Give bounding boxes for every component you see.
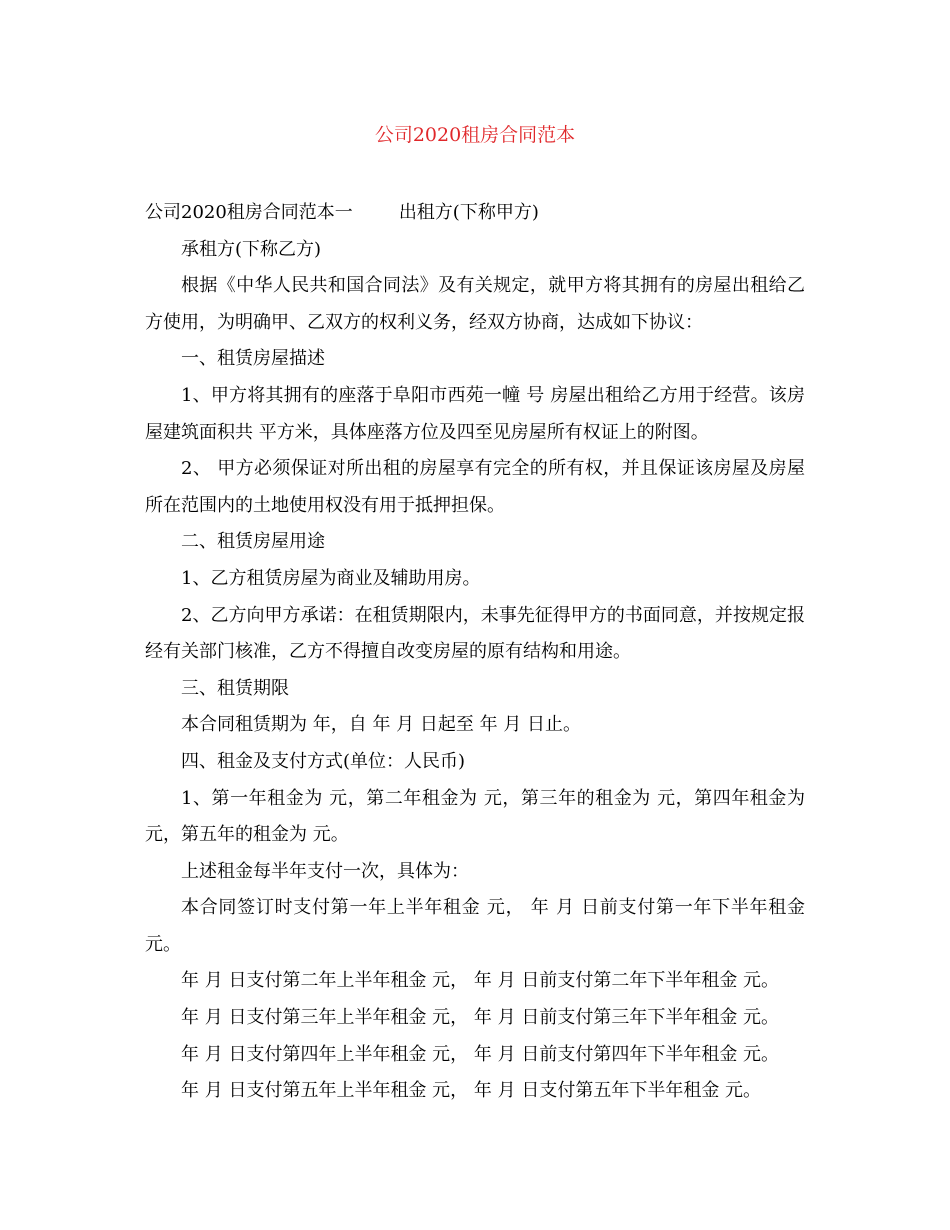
section-heading: 三、租赁期限 bbox=[181, 677, 289, 699]
section-heading: 一、租赁房屋描述 bbox=[181, 348, 325, 370]
paragraph: 本合同租赁期为 年，自 年 月 日起至 年 月 日止。 bbox=[181, 714, 582, 736]
section-heading: 四、租金及支付方式(单位：人民币) bbox=[181, 750, 466, 772]
payment-line: 年 月 日支付第五年上半年租金 元， 年 月 日支付第五年下半年租金 元。 bbox=[181, 1080, 762, 1102]
section-heading: 二、租赁房屋用途 bbox=[181, 531, 325, 553]
document-body bbox=[145, 195, 805, 1110]
payment-line: 年 月 日支付第三年上半年租金 元， 年 月 日前支付第三年下半年租金 元。 bbox=[181, 1007, 780, 1029]
payment-line: 年 月 日支付第四年上半年租金 元， 年 月 日前支付第四年下半年租金 元。 bbox=[181, 1043, 780, 1065]
document-title: 公司2020租房合同范本 bbox=[374, 124, 576, 146]
paragraph: 2、乙方向甲方承诺：在租赁期限内，未事先征得甲方的书面同意，并按规定报经有关部门核准，乙方不得擅自改变房屋的原有结构和用途。 bbox=[145, 604, 805, 663]
paragraph: 1、第一年租金为 元，第二年租金为 元，第三年的租金为 元，第四年租金为元，第五年的租金为 元。 bbox=[145, 787, 805, 846]
lessor-label: 出租方(下称甲方) bbox=[398, 202, 539, 223]
paragraph: 1、乙方租赁房屋为商业及辅助用房。 bbox=[181, 567, 481, 589]
paragraph: 承租方(下称乙方) bbox=[181, 238, 322, 260]
paragraph: 上述租金每半年支付一次，具体为： bbox=[181, 860, 469, 882]
contract-heading: 公司2020租房合同范本一 bbox=[145, 202, 353, 223]
paragraph: 本合同签订时支付第一年上半年租金 元， 年 月 日前支付第一年下半年租金元。 bbox=[145, 897, 805, 955]
paragraph: 根据《中华人民共和国合同法》及有关规定，就甲方将其拥有的房屋出租给乙方使用，为明确甲、乙双方的权利义务，经双方协商，达成如下协议： bbox=[145, 275, 805, 333]
paragraph: 1、甲方将其拥有的座落于阜阳市西苑一幢 号 房屋出租给乙方用于经营。该房屋建筑面积共 平方米，具体座落方位及四至见房屋所有权证上的附图。 bbox=[145, 384, 805, 443]
first-line bbox=[145, 195, 805, 232]
paragraph: 2、 甲方必须保证对所出租的房屋享有完全的所有权，并且保证该房屋及房屋所在范围内的土地使用权没有用于抵押担保。 bbox=[145, 458, 805, 516]
payment-line: 年 月 日支付第二年上半年租金 元， 年 月 日前支付第二年下半年租金 元。 bbox=[181, 970, 780, 992]
